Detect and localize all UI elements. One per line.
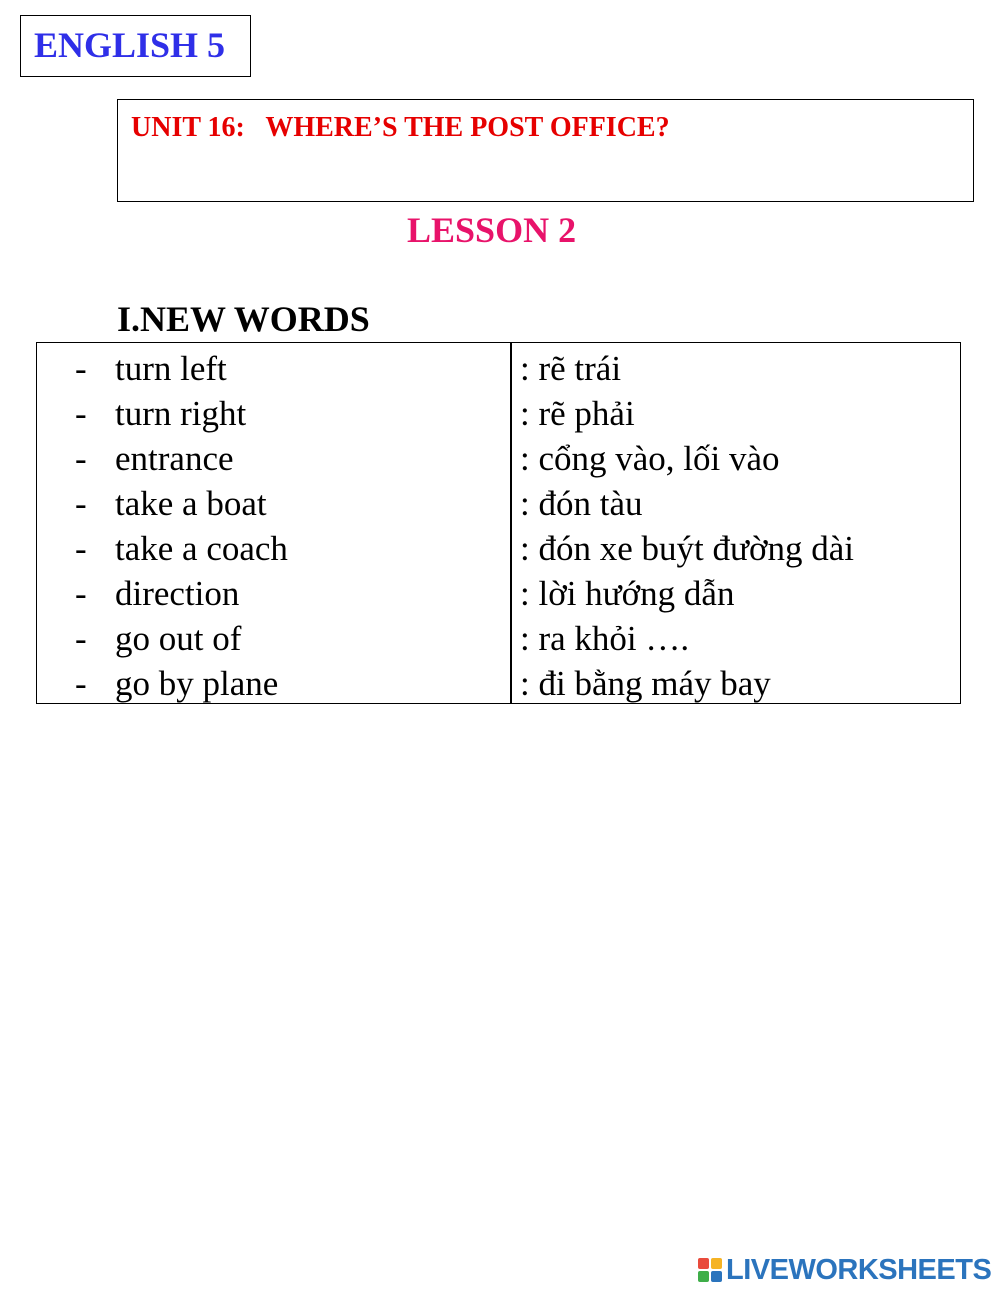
vocabulary-rows — [37, 346, 960, 706]
course-title: ENGLISH 5 — [34, 25, 226, 65]
vocab-meaning: : lời hướng dẫn — [520, 574, 735, 613]
vocab-meaning: : đi bằng máy bay — [520, 664, 771, 703]
vocab-word: turn right — [115, 394, 247, 433]
unit-title: UNIT 16: WHERE’S THE POST OFFICE? — [131, 112, 670, 143]
vocab-row — [37, 346, 960, 391]
vocab-row — [37, 526, 960, 571]
vocab-meaning: : đón xe buýt đường dài — [520, 529, 854, 568]
vocab-meaning: : rẽ phải — [520, 394, 635, 433]
bullet-dash: - — [75, 394, 87, 433]
bullet-dash: - — [75, 484, 87, 523]
vocab-word: take a coach — [115, 529, 288, 568]
vocab-word: take a boat — [115, 484, 267, 523]
vocab-word: go by plane — [115, 664, 279, 703]
vocab-word: direction — [115, 574, 240, 613]
bullet-dash: - — [75, 574, 87, 613]
section-heading-new-words: I.NEW WORDS — [117, 299, 370, 339]
brand-name: LIVEWORKSHEETS — [726, 1253, 992, 1286]
vocab-word: turn left — [115, 349, 227, 388]
lesson-title: LESSON 2 — [407, 210, 577, 250]
vocab-word: go out of — [115, 619, 242, 658]
vocab-row — [37, 391, 960, 436]
bullet-dash: - — [75, 619, 87, 658]
course-title-box — [20, 15, 251, 77]
vocab-row — [37, 436, 960, 481]
liveworksheets-brand — [698, 1254, 991, 1286]
unit-title-box — [117, 99, 974, 202]
vocab-meaning: : cổng vào, lối vào — [520, 439, 780, 478]
vocab-word: entrance — [115, 439, 234, 478]
vocab-row — [37, 661, 960, 706]
bullet-dash: - — [75, 349, 87, 388]
bullet-dash: - — [75, 529, 87, 568]
vocab-meaning: : đón tàu — [520, 484, 643, 523]
vocab-row — [37, 616, 960, 661]
liveworksheets-logo-icon — [698, 1258, 722, 1282]
vocab-row — [37, 481, 960, 526]
bullet-dash: - — [75, 664, 87, 703]
bullet-dash: - — [75, 439, 87, 478]
vocab-meaning: : rẽ trái — [520, 349, 622, 388]
vocabulary-table — [36, 342, 961, 704]
vocab-meaning: : ra khỏi …. — [520, 619, 690, 658]
vocab-row — [37, 571, 960, 616]
